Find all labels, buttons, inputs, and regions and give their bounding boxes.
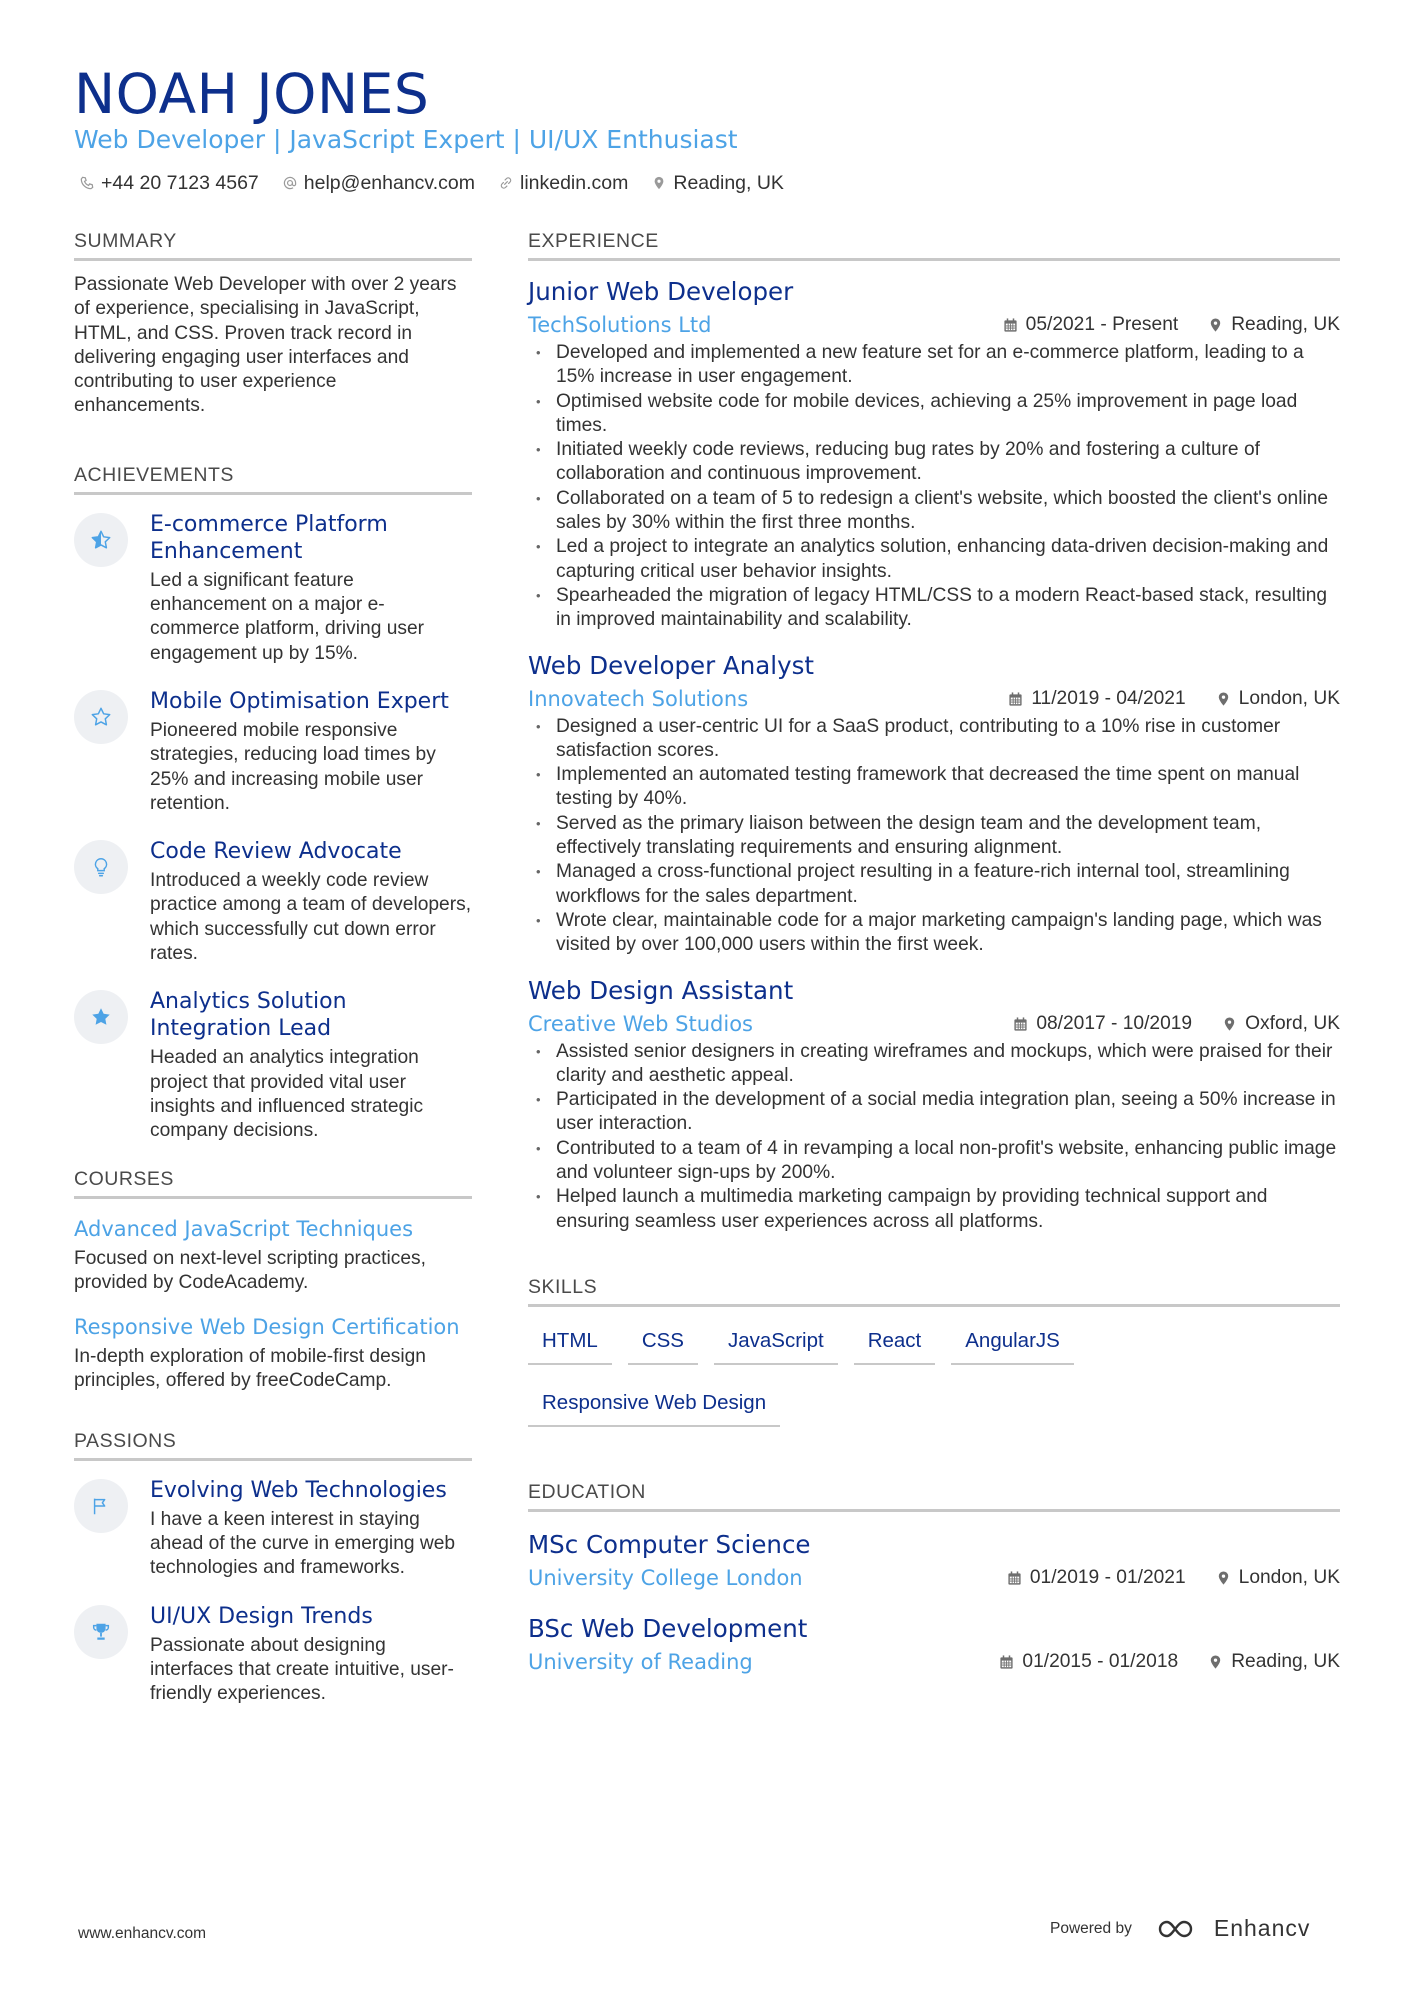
passion-title: Evolving Web Technologies (150, 1477, 447, 1503)
right-column (528, 228, 1340, 1676)
achievement-item (74, 988, 472, 1143)
linkedin-text: linkedin.com (519, 172, 629, 194)
skills-section (528, 1274, 1340, 1427)
passions-heading: PASSIONS (74, 1428, 472, 1461)
footer-branding (1050, 1915, 1310, 1942)
job-dates-text: 05/2021 - Present (1025, 314, 1179, 335)
courses-heading: COURSES (74, 1166, 472, 1199)
map-pin-icon (1208, 317, 1223, 333)
bullet-item: • Initiated weekly code reviews, reducing bug rates by 20% and fostering a culture of collaboration and continuous improvement. (528, 438, 1340, 487)
powered-by-text: Powered by (1050, 1919, 1132, 1937)
contact-email[interactable] (283, 170, 475, 196)
footer-website[interactable]: www.enhancv.com (78, 1925, 207, 1942)
bullet-item: • Designed a user-centric UI for a SaaS product, contributing to a 10% rise in customer satisfaction scores. (528, 715, 1340, 764)
education-entry (528, 1530, 1340, 1592)
achievement-icon-wrap (74, 513, 128, 567)
achievement-icon-wrap (74, 990, 128, 1044)
education-dates (999, 1651, 1178, 1673)
job-dates (1008, 688, 1185, 710)
job-location (1216, 688, 1340, 710)
brand-name: Enhancv (1213, 1915, 1311, 1941)
education-dates-text: 01/2015 - 01/2018 (1022, 1650, 1179, 1672)
degree-title: BSc Web Development (528, 1613, 808, 1643)
job-location-text: London, UK (1238, 687, 1340, 709)
map-pin-icon (652, 176, 666, 190)
passion-desc: Passionate about designing interfaces that create intuitive, user-friendly experiences. (150, 1634, 454, 1705)
bullet-item: • Wrote clear, maintainable code for a major marketing campaign's landing page, which was visited by over 100,000 users within the first week. (528, 909, 1340, 958)
company-name: TechSolutions Ltd (528, 313, 712, 337)
course-title: Advanced JavaScript Techniques (74, 1216, 414, 1241)
skill-tag: Responsive Web Design (528, 1389, 780, 1427)
education-dates-text: 01/2019 - 01/2021 (1029, 1566, 1186, 1588)
star-outline-icon (90, 706, 112, 728)
achievement-icon-wrap (74, 690, 128, 744)
achievement-title: Analytics Solution Integration Lead (150, 989, 347, 1042)
education-entry (528, 1614, 1340, 1676)
bullet-item: • Developed and implemented a new feature set for an e-commerce platform, leading to a 15% increase in user engagement. (528, 341, 1340, 390)
flag-icon (90, 1495, 112, 1517)
bullet-item: • Served as the primary liaison between the design team and the development team, effectively translating requirements and ensuring alignment. (528, 812, 1340, 861)
course-item (74, 1215, 472, 1296)
course-item (74, 1313, 472, 1394)
education-location (1216, 1567, 1340, 1589)
contact-linkedin[interactable] (499, 170, 628, 196)
achievement-desc: Led a significant feature enhancement on a major e-commerce platform, driving user engagement up by 15%. (150, 569, 425, 664)
education-heading: EDUCATION (528, 1479, 1340, 1512)
bullet-item: • Contributed to a team of 4 in revamping a local non-profit's website, enhancing public image and volunteer sign-ups by 200%. (528, 1137, 1340, 1186)
skill-tag: HTML (528, 1327, 612, 1365)
education-dates (1007, 1567, 1186, 1589)
calendar-icon (999, 1654, 1014, 1670)
bullet-item: • Managed a cross-functional project resulting in a feature-rich internal tool, streamlining workflows for the sales department. (528, 860, 1340, 909)
course-desc: In-depth exploration of mobile-first design principles, offered by freeCodeCamp. (74, 1346, 426, 1392)
map-pin-icon (1216, 1570, 1231, 1586)
candidate-name: NOAH JONES (74, 62, 430, 126)
education-location-text: London, UK (1238, 1566, 1340, 1588)
company-name: Creative Web Studios (528, 1011, 754, 1036)
job-entry (528, 976, 1340, 1234)
bullet-item: • Collaborated on a team of 5 to redesign a client's website, which boosted the client's online sales by 30% within the first three months. (528, 487, 1340, 536)
calendar-icon (1008, 691, 1023, 707)
at-sign-icon (283, 176, 297, 190)
passion-icon-wrap (74, 1479, 128, 1533)
skill-tag: CSS (628, 1327, 698, 1365)
bullet-item: • Optimised website code for mobile devices, achieving a 25% improvement in page load times. (528, 390, 1340, 439)
summary-text: Passionate Web Developer with over 2 years of experience, specialising in JavaScript, HTML, and CSS. Proven track record in delivering engaging user interfaces and contributing to user experience enhancements. (74, 274, 457, 417)
education-location (1208, 1651, 1340, 1673)
job-title: Web Developer Analyst (528, 650, 814, 680)
skill-tag: AngularJS (951, 1327, 1074, 1365)
contact-bar (80, 170, 784, 196)
skill-tag: React (854, 1327, 936, 1365)
achievement-title: Mobile Optimisation Expert (150, 688, 449, 714)
phone-text: +44 20 7123 4567 (101, 172, 259, 194)
school-name: University of Reading (528, 1649, 753, 1674)
achievements-section (74, 462, 472, 1144)
skill-tag: JavaScript (714, 1327, 838, 1365)
passion-icon-wrap (74, 1605, 128, 1659)
job-location (1222, 1013, 1340, 1035)
summary-heading: SUMMARY (74, 228, 472, 261)
job-bullets (528, 1040, 1340, 1234)
degree-title: MSc Computer Science (528, 1529, 811, 1559)
job-dates (1013, 1013, 1192, 1035)
school-name: University College London (528, 1565, 803, 1590)
company-name: Innovatech Solutions (528, 686, 749, 711)
job-title: Web Design Assistant (528, 975, 794, 1005)
achievement-desc: Pioneered mobile responsive strategies, reducing load times by 25% and increasing mobile user retention. (150, 719, 436, 814)
trophy-icon (90, 1621, 112, 1643)
phone-icon (80, 176, 94, 190)
bullet-item: • Assisted senior designers in creating wireframes and mockups, which were praised for their clarity and aesthetic appeal. (528, 1040, 1340, 1089)
star-filled-icon (90, 1006, 112, 1028)
job-location-text: Reading, UK (1231, 314, 1340, 335)
email-text: help@enhancv.com (303, 172, 475, 194)
passion-item (74, 1477, 472, 1581)
passion-item (74, 1603, 472, 1707)
bullet-item: • Led a project to integrate an analytics solution, enhancing data-driven decision-making and capturing critical user behavior insights. (528, 535, 1340, 584)
candidate-tagline: Web Developer | JavaScript Expert | UI/UX Enthusiast (74, 125, 738, 154)
job-dates-text: 08/2017 - 10/2019 (1036, 1012, 1193, 1034)
courses-section (74, 1166, 472, 1394)
course-title: Responsive Web Design Certification (74, 1315, 460, 1340)
job-entry (528, 651, 1340, 958)
achievement-item (74, 838, 472, 966)
link-icon (499, 176, 513, 190)
calendar-icon (1003, 317, 1018, 333)
job-bullets (528, 715, 1340, 958)
passion-desc: I have a keen interest in staying ahead of the curve in emerging web technologies and frameworks. (150, 1508, 456, 1579)
calendar-icon (1007, 1570, 1022, 1586)
job-entry (528, 277, 1340, 633)
map-pin-icon (1216, 691, 1231, 707)
skills-heading: SKILLS (528, 1274, 1340, 1307)
map-pin-icon (1208, 1654, 1223, 1670)
achievement-item (74, 688, 472, 816)
job-title: Junior Web Developer (528, 277, 794, 306)
job-location (1208, 314, 1340, 336)
education-section (528, 1479, 1340, 1676)
job-location-text: Oxford, UK (1245, 1012, 1340, 1034)
achievement-desc: Introduced a weekly code review practice among a team of developers, which successfully cut down error rates. (150, 870, 472, 965)
course-desc: Focused on next-level scripting practices, provided by CodeAcademy. (74, 1247, 426, 1293)
bullet-item: • Spearheaded the migration of legacy HTML/CSS to a modern React-based stack, resulting in improved maintainability and scalability. (528, 584, 1340, 633)
achievement-desc: Headed an analytics integration project that provided vital user insights and influenced strategic company decisions. (150, 1047, 424, 1142)
contact-location (652, 170, 784, 196)
bullet-item: • Implemented an automated testing framework that decreased the time spent on manual testing by 40%. (528, 763, 1340, 812)
bullet-item: • Participated in the development of a social media integration plan, seeing a 50% increase in user interaction. (528, 1088, 1340, 1137)
passions-section (74, 1428, 472, 1707)
job-dates-text: 11/2019 - 04/2021 (1031, 687, 1186, 709)
achievement-title: Code Review Advocate (150, 839, 402, 865)
location-text: Reading, UK (673, 172, 784, 194)
achievement-title: E-commerce Platform Enhancement (150, 511, 388, 564)
brand-logo[interactable] (1156, 1915, 1311, 1942)
achievement-icon-wrap (74, 840, 128, 894)
calendar-icon (1013, 1016, 1028, 1032)
star-half-icon (90, 529, 112, 551)
education-location-text: Reading, UK (1231, 1650, 1340, 1672)
lightbulb-icon (90, 856, 112, 878)
bullet-item: • Helped launch a multimedia marketing campaign by providing technical support and ensuring seamless user experiences across all platforms. (528, 1185, 1340, 1234)
passion-title: UI/UX Design Trends (150, 1603, 373, 1629)
enhancv-logo-icon (1156, 1917, 1204, 1941)
experience-heading: EXPERIENCE (528, 228, 1340, 261)
left-column (74, 228, 472, 1729)
summary-section (74, 228, 472, 419)
achievement-item (74, 511, 472, 666)
experience-section (528, 228, 1340, 1234)
map-pin-icon (1222, 1016, 1237, 1032)
job-dates (1003, 314, 1179, 336)
achievements-heading: ACHIEVEMENTS (74, 462, 472, 495)
contact-phone[interactable] (80, 170, 259, 196)
job-bullets (528, 341, 1340, 633)
